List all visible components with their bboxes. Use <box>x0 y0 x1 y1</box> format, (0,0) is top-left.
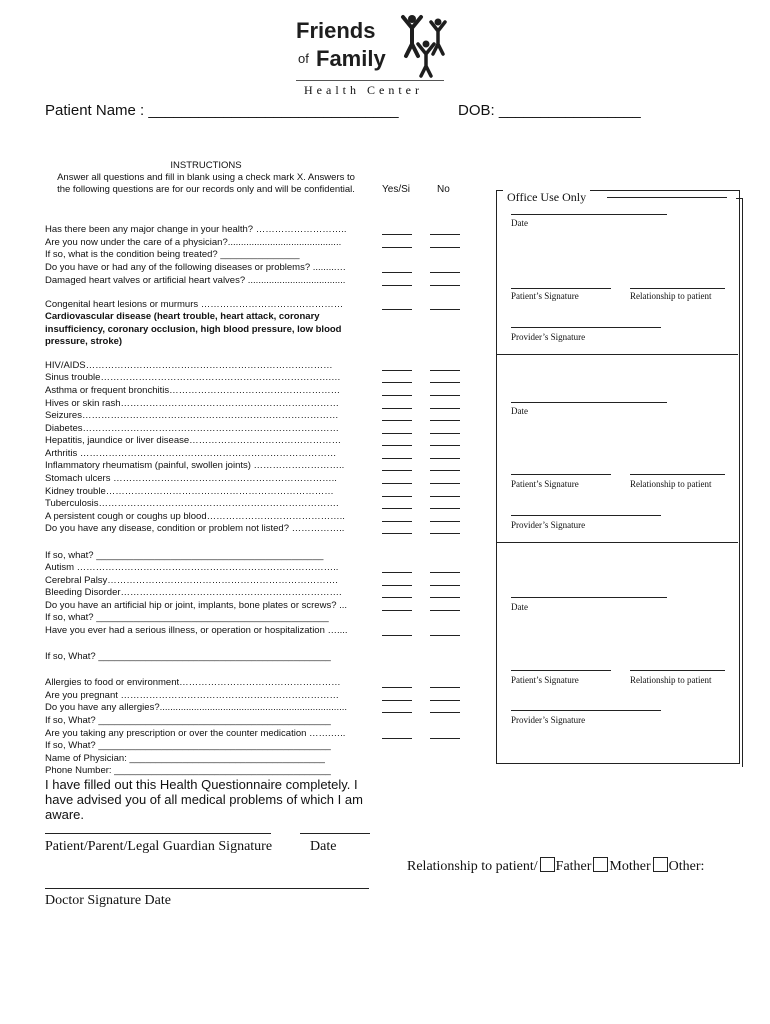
other-label: Other: <box>668 859 705 874</box>
question-22: Cerebral Palsy………………………………………………………………. <box>45 575 338 586</box>
family-figures-icon <box>400 14 452 78</box>
no-column-header: No <box>437 184 450 195</box>
office-date-line[interactable] <box>511 597 667 598</box>
yes-answer-blank[interactable] <box>382 687 412 688</box>
question-33: If so, What? ____________________________________________ <box>45 740 331 751</box>
guardian-signature-line[interactable] <box>45 833 271 834</box>
question-19: Do you have any disease, condition or problem not listed? …………….. <box>45 523 345 534</box>
completion-statement: I have filled out this Health Questionnaire completely. I have advised you of all medical problems of which I am aware. <box>45 777 363 822</box>
yes-answer-blank[interactable] <box>382 521 412 522</box>
no-answer-blank[interactable] <box>430 508 460 509</box>
office-date-label: Date <box>511 406 528 416</box>
instructions-title: INSTRUCTIONS <box>170 160 242 171</box>
office-patient-signature-line[interactable] <box>511 670 611 671</box>
yes-answer-blank[interactable] <box>382 572 412 573</box>
question-16: Kidney trouble……………………………………………………………… <box>45 486 334 497</box>
question-30: Do you have any allergies?....................................................................... <box>45 702 347 713</box>
logo-friends: Friends <box>296 18 376 43</box>
question-17: Tuberculosis…………………………………………………………………. <box>45 498 339 509</box>
question-6: HIV/AIDS…………………………………………………………………… <box>45 360 333 371</box>
yes-answer-blank[interactable] <box>382 272 412 273</box>
office-relationship-line[interactable] <box>630 474 725 475</box>
doctor-signature-label: Doctor Signature Date <box>45 893 171 908</box>
no-answer-blank[interactable] <box>430 382 460 383</box>
yes-answer-blank[interactable] <box>382 483 412 484</box>
office-provider-signature-line[interactable] <box>511 515 661 516</box>
office-patient-signature-label: Patient’s Signature <box>511 479 579 489</box>
yes-answer-blank[interactable] <box>382 496 412 497</box>
guardian-signature-label: Patient/Parent/Legal Guardian Signature <box>45 839 273 854</box>
logo-subtitle: Health Center <box>304 83 423 97</box>
office-patient-signature-label: Patient’s Signature <box>511 291 579 301</box>
no-answer-blank[interactable] <box>430 597 460 598</box>
yes-answer-blank[interactable] <box>382 470 412 471</box>
logo <box>296 14 456 98</box>
yes-column-header: Yes/Si <box>382 184 410 195</box>
no-answer-blank[interactable] <box>430 533 460 534</box>
question-11: Diabetes……………………………………………………………………… <box>45 423 339 434</box>
yes-answer-blank[interactable] <box>382 635 412 636</box>
office-provider-signature-label: Provider’s Signature <box>511 332 586 342</box>
yes-answer-blank[interactable] <box>382 508 412 509</box>
question-31: If so, What? ____________________________________________ <box>45 715 331 726</box>
question-24: Do you have an artificial hip or joint, implants, bone plates or screws? ... <box>45 600 348 611</box>
yes-answer-blank[interactable] <box>382 420 412 421</box>
question-5: Congenital heart lesions or murmurs ……………………………………… <box>45 299 344 310</box>
relationship-label: Relationship to patient/ <box>407 859 538 874</box>
relationship-row <box>407 857 704 875</box>
office-relationship-label: Relationship to patient <box>630 291 712 301</box>
question-10: Seizures……………………………………………………………………… <box>45 410 339 421</box>
question-21: Autism ……………………………………………………………………….. <box>45 562 339 573</box>
question-3: Do you have or had any of the following diseases or problems? .........… <box>45 262 346 273</box>
question-14: Inflammatory rheumatism (painful, swollen joints) ……………………….. <box>45 460 345 471</box>
question-23: Bleeding Disorder……………………………………………………………. <box>45 587 342 598</box>
guardian-date-label: Date <box>310 839 337 854</box>
question-1: Are you now under the care of a physician?........................................... <box>45 237 342 248</box>
no-answer-blank[interactable] <box>430 272 460 273</box>
yes-answer-blank[interactable] <box>382 382 412 383</box>
office-relationship-label: Relationship to patient <box>630 675 712 685</box>
guardian-date-line[interactable] <box>300 833 370 834</box>
question-7: Sinus trouble……………………………………………………………….… <box>45 372 341 383</box>
logo-of: of <box>298 51 309 66</box>
no-answer-blank[interactable] <box>430 572 460 573</box>
office-use-title: Office Use Only <box>503 190 590 205</box>
no-answer-blank[interactable] <box>430 470 460 471</box>
yes-answer-blank[interactable] <box>382 585 412 586</box>
yes-answer-blank[interactable] <box>382 712 412 713</box>
question-13: Arthritis ……………………………………………………………………… <box>45 448 337 459</box>
question-28: Allergies to food or environment…………………………………………… <box>45 677 341 688</box>
question-2: If so, what is the condition being treated? _______________ <box>45 249 300 260</box>
office-title-rule <box>607 197 727 198</box>
yes-answer-blank[interactable] <box>382 285 412 286</box>
office-relationship-line[interactable] <box>630 288 725 289</box>
no-answer-blank[interactable] <box>430 635 460 636</box>
no-answer-blank[interactable] <box>430 234 460 235</box>
instructions-line2: the following questions are for our records only and will be confidential. <box>57 184 355 195</box>
logo-family: Family <box>316 46 386 71</box>
question-26: Have you ever had a serious illness, or operation or hospitalization ….... <box>45 625 348 636</box>
no-answer-blank[interactable] <box>430 610 460 611</box>
question-15: Stomach ulcers …………………………………………………………….. <box>45 473 337 484</box>
no-answer-blank[interactable] <box>430 458 460 459</box>
office-date-label: Date <box>511 218 528 228</box>
office-provider-signature-label: Provider’s Signature <box>511 520 586 530</box>
no-answer-blank[interactable] <box>430 445 460 446</box>
question-9: Hives or skin rash…………………………………………………………… <box>45 398 339 409</box>
no-answer-blank[interactable] <box>430 309 460 310</box>
other-checkbox[interactable] <box>653 857 668 872</box>
question-35: Phone Number: _________________________________________ <box>45 765 331 776</box>
no-answer-blank[interactable] <box>430 408 460 409</box>
doctor-signature-line[interactable] <box>45 888 369 889</box>
question-18: A persistent cough or coughs up blood…………………………………….. <box>45 511 345 522</box>
father-label: Father <box>555 859 592 874</box>
yes-answer-blank[interactable] <box>382 738 412 739</box>
question-20: If so, what? ___________________________________________ <box>45 550 324 561</box>
question-cardiovascular: Cardiovascular disease (heart trouble, heart attack, coronary insufficiency, coronary occlusion, high blood pressure, low blood pressure, stroke) <box>45 311 342 347</box>
question-27: If so, What? ____________________________________________ <box>45 651 331 662</box>
yes-answer-blank[interactable] <box>382 370 412 371</box>
question-8: Asthma or frequent bronchitis……………………………………………… <box>45 385 341 396</box>
no-answer-blank[interactable] <box>430 370 460 371</box>
office-relationship-line[interactable] <box>630 670 725 671</box>
yes-answer-blank[interactable] <box>382 458 412 459</box>
yes-answer-blank[interactable] <box>382 395 412 396</box>
question-12: Hepatitis, jaundice or liver disease………………………………………… <box>45 435 342 446</box>
no-answer-blank[interactable] <box>430 285 460 286</box>
yes-answer-blank[interactable] <box>382 533 412 534</box>
yes-answer-blank[interactable] <box>382 700 412 701</box>
office-provider-signature-line[interactable] <box>511 710 661 711</box>
office-patient-signature-line[interactable] <box>511 288 611 289</box>
yes-answer-blank[interactable] <box>382 247 412 248</box>
office-section-divider <box>497 354 738 355</box>
office-relationship-label: Relationship to patient <box>630 479 712 489</box>
instructions <box>45 160 367 196</box>
no-answer-blank[interactable] <box>430 247 460 248</box>
yes-answer-blank[interactable] <box>382 597 412 598</box>
dob-field[interactable]: DOB: _________________ <box>458 102 641 119</box>
no-answer-blank[interactable] <box>430 712 460 713</box>
office-section-divider <box>497 542 738 543</box>
yes-answer-blank[interactable] <box>382 433 412 434</box>
no-answer-blank[interactable] <box>430 585 460 586</box>
no-answer-blank[interactable] <box>430 687 460 688</box>
yes-answer-blank[interactable] <box>382 408 412 409</box>
logo-rule <box>296 80 444 81</box>
patient-name-field[interactable]: Patient Name : ______________________________ <box>45 102 399 119</box>
mother-label: Mother <box>609 859 651 874</box>
question-0: Has there been any major change in your health? ……………………….. <box>45 224 347 235</box>
mother-checkbox[interactable] <box>593 857 608 872</box>
question-4: Damaged heart valves or artificial heart valves? ..................................... <box>45 275 346 286</box>
question-34: Name of Physician: _____________________________________ <box>45 753 325 764</box>
no-answer-blank[interactable] <box>430 433 460 434</box>
office-date-label: Date <box>511 602 528 612</box>
office-patient-signature-line[interactable] <box>511 474 611 475</box>
father-checkbox[interactable] <box>540 857 555 872</box>
question-32: Are you taking any prescription or over the counter medication …….….. <box>45 728 346 739</box>
question-29: Are you pregnant …………………………………………………………… <box>45 690 340 701</box>
question-25: If so, what? ____________________________________________ <box>45 612 329 623</box>
no-answer-blank[interactable] <box>430 496 460 497</box>
no-answer-blank[interactable] <box>430 395 460 396</box>
yes-answer-blank[interactable] <box>382 610 412 611</box>
office-patient-signature-label: Patient’s Signature <box>511 675 579 685</box>
office-provider-signature-line[interactable] <box>511 327 661 328</box>
yes-answer-blank[interactable] <box>382 445 412 446</box>
no-answer-blank[interactable] <box>430 420 460 421</box>
office-provider-signature-label: Provider’s Signature <box>511 715 586 725</box>
office-date-line[interactable] <box>511 214 667 215</box>
office-date-line[interactable] <box>511 402 667 403</box>
no-answer-blank[interactable] <box>430 700 460 701</box>
instructions-line1: Answer all questions and fill in blank using a check mark X. Answers to <box>57 172 355 183</box>
yes-answer-blank[interactable] <box>382 309 412 310</box>
no-answer-blank[interactable] <box>430 483 460 484</box>
no-answer-blank[interactable] <box>430 521 460 522</box>
yes-answer-blank[interactable] <box>382 234 412 235</box>
no-answer-blank[interactable] <box>430 738 460 739</box>
